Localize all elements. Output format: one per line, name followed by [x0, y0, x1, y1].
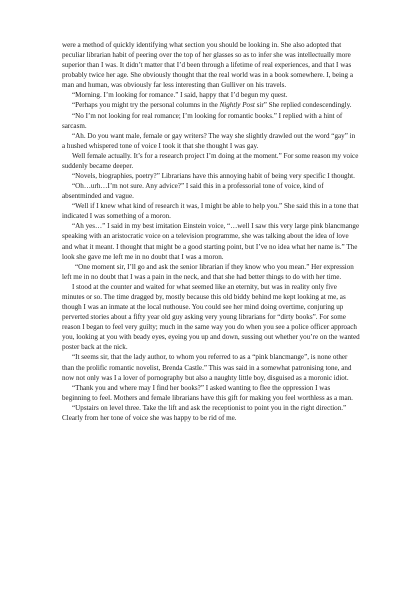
paragraph: “No I’m not looking for real romance; I’m looking for romantic books.” I replied with a hint of sarcasm.: [62, 111, 343, 130]
body-text: [62, 40, 360, 423]
paragraph-text: sir” She replied condescendingly.: [254, 101, 352, 110]
paragraph: “Morning. I’m looking for romance.” I said, happy that I’d begun my quest.: [72, 91, 288, 100]
paragraph: “Upstairs on level three. Take the lift and ask the receptionist to point you in the right direction.” Clearly from her tone of voice she was happy to be rid of me.: [62, 403, 347, 422]
paragraph-text: “Perhaps you might try the personal columns in the: [72, 101, 220, 110]
paragraph: “Ah yes…” I said in my best imitation Einstein voice, “…well I saw this very large pink blancmange speaking with an aristocratic voice on a television programme, she was talking about the idea of love and what it meant. I thought that might be a good starting point, but I’ve no idea what her name is.” The look she gave me left me in no doubt that I was a moron.: [62, 222, 360, 261]
paragraph: “Thank you and where may I find her books?” I asked wanting to flee the oppression I was beginning to feel. Mothers and female librarians have this gift for making you feel worthless as a man.: [62, 383, 353, 402]
newspaper-title: Nightly Post: [219, 101, 255, 110]
paragraph: “It seems sir, that the lady author, to whom you referred to as a “pink blancmange”, is none other than the prolific romantic novelist, Brenda Castle.” This was said in a somewhat patronising tone, and now not only was I a lover of pornography but also a naughty little boy, disguised as a moronic idiot.: [62, 353, 352, 382]
paragraph: “Novels, biographies, poetry?” Librarians have this annoying habit of being very specific I thought.: [72, 172, 355, 181]
paragraph: “Ah. Do you want male, female or gay writers? The way she slightly drawled out the word “gay” in a hushed whispered tone of voice I took it that she thought I was gay.: [62, 131, 356, 150]
paragraph: “One moment sir, I’ll go and ask the senior librarian if they know who you mean.” Her expression left me in no doubt that I was a pain in the neck, and that she had better things to do with her time.: [62, 262, 354, 281]
paragraph: “Well if I knew what kind of research it was, I might be able to help you.” She said this in a tone that indicated I was something of a moron.: [62, 202, 359, 221]
paragraph: were a method of quickly identifying what section you should be looking in. She also adopted that peculiar librarian habit of peering over the top of her glasses so as to infer she was intellectually more superior than I was. It didn’t matter that I’d been through a lifetime of real experiences, and that I was probably twice her age. She obviously thought that the real world was in a book somewhere. I, being a man and human, was obviously far less interesting than Gulliver on his travels.: [62, 41, 353, 90]
paragraph: Well female actually. It’s for a research project I’m doing at the moment.” For some reason my voice suddenly became deeper.: [62, 151, 359, 170]
paragraph: [62, 100, 360, 110]
paragraph: “Oh…urh…I’m not sure. Any advice?” I said this in a professorial tone of voice, kind of absentminded and vague.: [62, 182, 324, 201]
paragraph: I stood at the counter and waited for what seemed like an eternity, but was in reality only five minutes or so. The time dragged by, mostly because this old biddy behind me kept looking at me, as though I was an inmate at the local nuthouse. You could see her mind doing overtime, conjuring up perverted stories about a fifty year old guy asking very young librarians for “dirty books”. For some reason I began to feel very guilty; much in the same way you do when you see a police officer approach you, looking at you with beady eyes, eyeing you up and down, sussing out whether you’re on the wanted poster back at the nick.: [62, 282, 360, 352]
